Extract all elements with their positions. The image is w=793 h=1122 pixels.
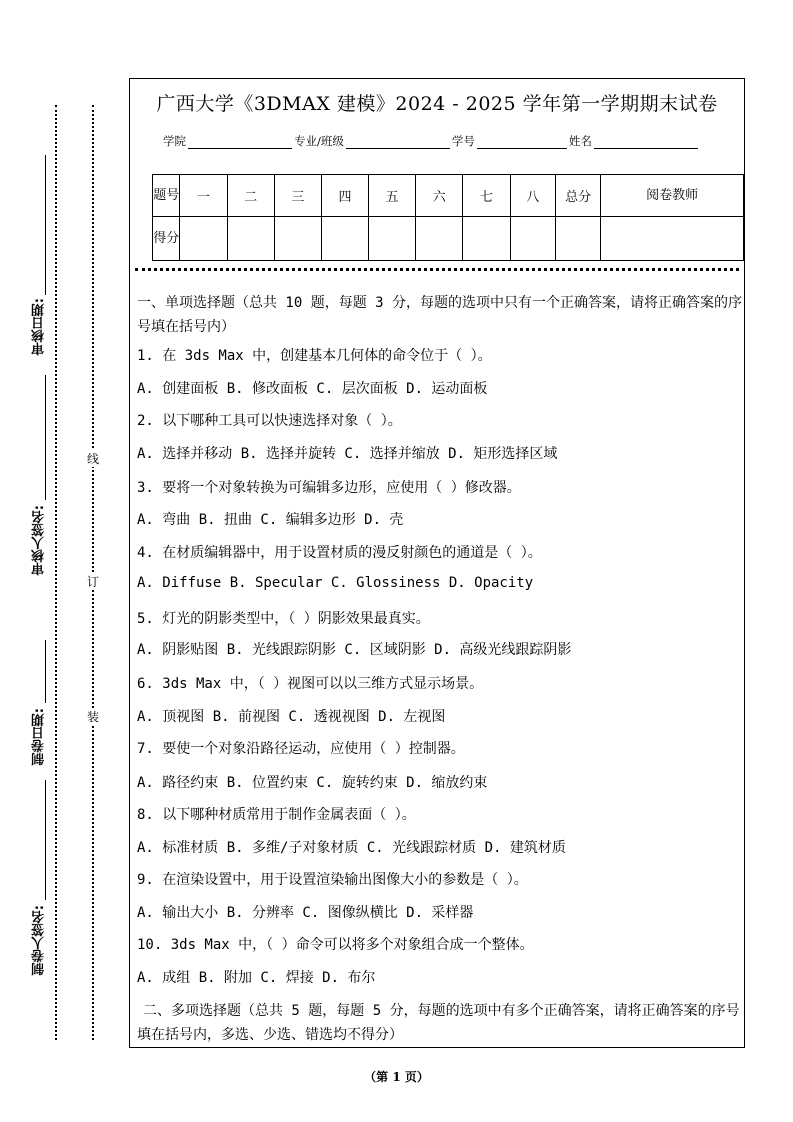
col-7: 七 — [463, 175, 510, 217]
question-2: 2. 以下哪种工具可以快速选择对象（ ）。 — [137, 413, 402, 429]
score-cell-4[interactable] — [321, 217, 368, 261]
field-major-input[interactable] — [346, 135, 450, 149]
col-6: 六 — [416, 175, 463, 217]
options-4: A. Diffuse B. Specular C. Glossiness D. Opacity — [137, 575, 534, 591]
question-4: 4. 在材质编辑器中，用于设置材质的漫反射颜色的通道是（ ）。 — [137, 545, 542, 561]
field-college-label: 学院 — [163, 134, 186, 148]
col-2: 二 — [227, 175, 274, 217]
bind-char-bind: 装 — [87, 710, 100, 724]
score-cell-1[interactable] — [180, 217, 227, 261]
question-5: 5. 灯光的阴影类型中，（ ）阴影效果最真实。 — [137, 611, 430, 627]
col-5: 五 — [369, 175, 416, 217]
score-cell-grader[interactable] — [601, 217, 744, 261]
exam-frame — [129, 78, 745, 1048]
options-7: A. 路径约束 B. 位置约束 C. 旋转约束 D. 缩放约束 — [137, 775, 488, 791]
score-cell-2[interactable] — [227, 217, 274, 261]
field-name-input[interactable] — [594, 135, 698, 149]
col-total: 总分 — [555, 175, 600, 217]
col-8: 八 — [510, 175, 555, 217]
options-9: A. 输出大小 B. 分辨率 C. 图像纵横比 D. 采样器 — [137, 905, 474, 921]
reviewer-signature-line — [45, 375, 46, 500]
student-info-row — [163, 133, 700, 149]
field-major-label: 专业/班级 — [294, 134, 344, 148]
score-cell-8[interactable] — [510, 217, 555, 261]
compile-date-label: 制卷日期: — [32, 708, 47, 766]
col-3: 三 — [274, 175, 321, 217]
question-6: 6. 3ds Max 中，（ ）视图可以以三维方式显示场景。 — [137, 676, 484, 692]
compile-date-line — [45, 640, 46, 703]
score-cell-6[interactable] — [416, 217, 463, 261]
row-label-question-no: 题号 — [153, 175, 180, 217]
col-1: 一 — [180, 175, 227, 217]
field-college-input[interactable] — [188, 135, 292, 149]
section2-heading: 二、多项选择题（总共 5 题，每题 5 分，每题的选项中有多个正确答案，请将正确答案的序号填在括号内，多选、少选、错选均不得分） — [137, 1003, 740, 1043]
reviewer-signature-label: 审核人签名: — [32, 505, 47, 576]
col-grader: 阅卷教师 — [601, 175, 744, 217]
question-7: 7. 要使一个对象沿路径运动，应使用（ ）控制器。 — [137, 741, 465, 757]
question-3: 3. 要将一个对象转换为可编辑多边形，应使用（ ）修改器。 — [137, 480, 521, 496]
options-1: A. 创建面板 B. 修改面板 C. 层次面板 D. 运动面板 — [137, 381, 488, 397]
options-6: A. 顶视图 B. 前视图 C. 透视视图 D. 左视图 — [137, 709, 446, 725]
review-date-line — [45, 155, 46, 295]
binding-dotted-line-outer — [55, 105, 57, 1040]
section1-heading: 一、单项选择题（总共 10 题，每题 3 分，每题的选项中只有一个正确答案，请将正确答案的序号填在括号内） — [137, 295, 742, 335]
options-5: A. 阴影贴图 B. 光线跟踪阴影 C. 区域阴影 D. 高级光线跟踪阴影 — [137, 642, 572, 658]
row-label-score: 得分 — [153, 217, 180, 261]
exam-content — [137, 291, 742, 1043]
question-8: 8. 以下哪种材质常用于制作金属表面（ ）。 — [137, 807, 416, 823]
score-cell-7[interactable] — [463, 217, 510, 261]
exam-title: 广西大学《3DMAX 建模》2024 - 2025 学年第一学期期末试卷 — [156, 93, 718, 115]
page-number: （第 1 页） — [364, 1070, 429, 1084]
question-1: 1. 在 3ds Max 中，创建基本几何体的命令位于（ ）。 — [137, 348, 492, 364]
options-10: A. 成组 B. 附加 C. 焊接 D. 布尔 — [137, 970, 376, 986]
options-8: A. 标准材质 B. 多维/子对象材质 C. 光线跟踪材质 D. 建筑材质 — [137, 840, 566, 856]
field-id-input[interactable] — [477, 135, 567, 149]
bind-char-line: 线 — [87, 452, 100, 466]
compiler-signature-label: 制卷人签名: — [32, 905, 47, 976]
bind-char-staple: 订 — [87, 575, 100, 589]
compiler-signature-line — [45, 780, 46, 900]
score-table — [152, 174, 744, 261]
separator-dotted-line — [135, 268, 739, 271]
question-10: 10. 3ds Max 中，（ ）命令可以将多个对象组合成一个整体。 — [137, 937, 534, 953]
field-id-label: 学号 — [451, 134, 475, 148]
col-4: 四 — [321, 175, 368, 217]
options-3: A. 弯曲 B. 扭曲 C. 编辑多边形 D. 壳 — [137, 512, 404, 528]
question-9: 9. 在渲染设置中，用于设置渲染输出图像大小的参数是（ ）。 — [137, 872, 528, 888]
score-cell-5[interactable] — [369, 217, 416, 261]
score-cell-3[interactable] — [274, 217, 321, 261]
score-cell-total[interactable] — [555, 217, 600, 261]
field-name-label: 姓名 — [568, 134, 592, 148]
options-2: A. 选择并移动 B. 选择并旋转 C. 选择并缩放 D. 矩形选择区域 — [137, 446, 558, 462]
review-date-label: 审核日期: — [32, 298, 47, 356]
